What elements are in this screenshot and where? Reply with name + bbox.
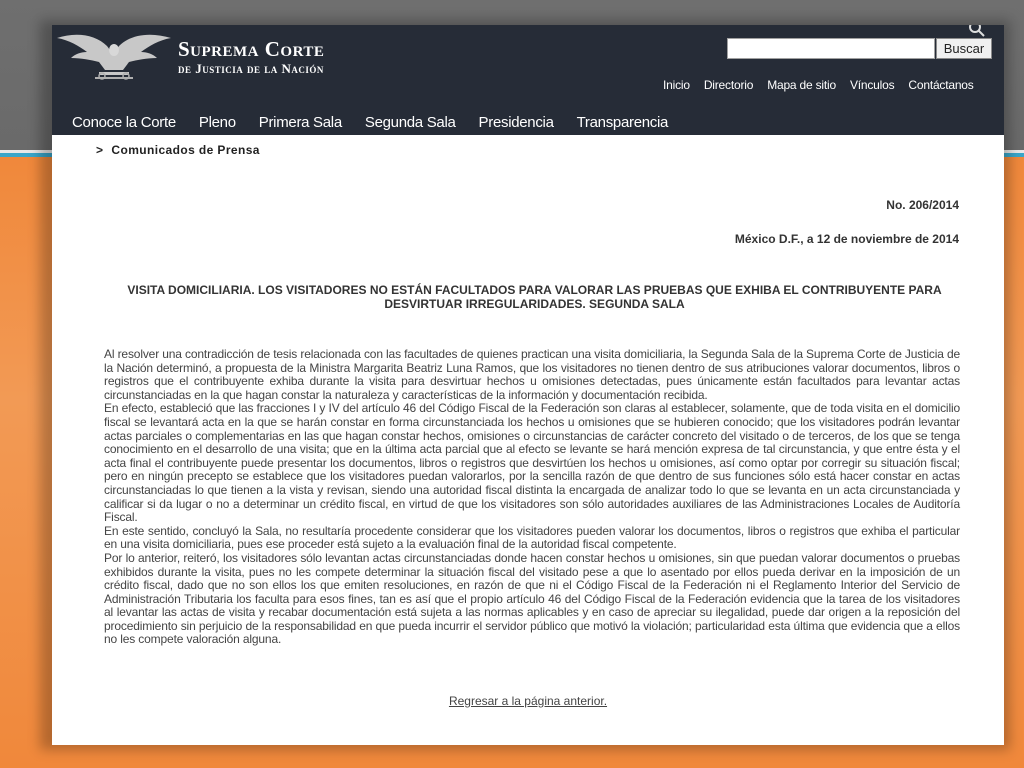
eagle-logo-icon[interactable] bbox=[55, 30, 173, 84]
breadcrumb-label[interactable]: Comunicados de Prensa bbox=[111, 143, 260, 157]
nav-conoce-la-corte[interactable]: Conoce la Corte bbox=[72, 114, 176, 131]
util-link-inicio[interactable]: Inicio bbox=[663, 78, 690, 92]
browser-page bbox=[52, 25, 1004, 745]
chevron-right-icon: > bbox=[96, 143, 104, 157]
back-link bbox=[52, 694, 1004, 708]
press-paragraph: En efecto, estableció que las fracciones I y IV del artículo 46 del Código Fiscal de la Federación son claras al establecer, solamente, que de toda visita en el domicilio fiscal se levantará acta en la que se harán constar en forma circunstanciada los hechos u omisiones que se hubieren conocido; que los visitadores podrán levantar actas parciales o complementarias en las que hagan constar hechos, omisiones o circunstancias de carácter concreto del visitado o de terceros, de los que se tenga conocimiento en el desarrollo de una visita; que en la última acta parcial que al efecto se levante se hará mención expresa de tal circunstancia, y que entre ésta y el acta final el contribuyente puede presentar los documentos, libros o registros que desvirtúen los hechos u omisiones, así como optar por corregir su situación fiscal; pero en ningún precepto se establece que los visitadores puedan valorarlos, por la sencilla razón de que dentro de sus funciones sólo está hacer constar en actas circunstanciadas lo que tienen a la vista y revisan, siendo una autoridad fiscal distinta la encargada de analizar todo lo que se levanta en un acta circunstanciada y calificar si da lugar o no a determinar un crédito fiscal, en virtud de que los visitadores son sólo autoridades auxiliares de las Administraciones Locales de Auditoría Fiscal. bbox=[104, 401, 960, 525]
press-title: VISITA DOMICILIARIA. LOS VISITADORES NO ESTÁN FACULTADOS PARA VALORAR LAS PRUEBAS QUE EXHIBA EL CONTRIBUYENTE PARA DESVIRTUAR IRREGULARIDADES. SEGUNDA SALA bbox=[127, 283, 942, 311]
breadcrumb bbox=[96, 143, 260, 157]
nav-presidencia[interactable]: Presidencia bbox=[478, 114, 554, 131]
util-link-vinculos[interactable]: Vínculos bbox=[849, 78, 895, 92]
main-nav bbox=[72, 114, 691, 131]
util-link-contactanos[interactable]: Contáctanos bbox=[908, 78, 974, 92]
nav-pleno[interactable]: Pleno bbox=[198, 114, 236, 131]
site-header bbox=[52, 25, 1004, 135]
press-paragraph: Por lo anterior, reiteró, los visitadores sólo levantan actas circunstanciadas donde hacen constar hechos u omisiones, sin que puedan valorar documentos o pruebas exhibidos durante la visita, pues no les compete determinar la situación fiscal del visitado pese a que lo asentado por ellos pueda derivar en la imposición de un crédito fiscal, dado que no son ellos los que emiten resoluciones, en razón de que ni el Código Fiscal de la Federación ni el Reglamento Interior del Servicio de Administración Tributaria los faculta para esos fines, tan es así que el propio artículo 46 del Código Fiscal de la Federación evidencia que la tarea de los visitadores al levantar las actas de visita y recabar documentación está sujeta a las normas aplicables y en caso de apreciar su ilegalidad, puede dar origen a la reposición del procedimiento sin perjuicio de la responsabilidad en que pueda incurrir el servidor público que motivó la violación; particularidad esta última que evidencia que a ellos no les compete valoración alguna. bbox=[104, 550, 960, 647]
search-button[interactable]: Buscar bbox=[936, 38, 992, 59]
utility-nav bbox=[663, 78, 988, 92]
magnifier-icon bbox=[966, 25, 988, 37]
press-paragraph: En este sentido, concluyó la Sala, no resultaría procedente considerar que los visitadores pueden valorar los documentos, libros o registros que exhiba el particular en una visita domiciliaria, pues ese proceder está sujeto a la evaluación final de la autoridad fiscal competente. bbox=[104, 523, 960, 552]
back-link-text[interactable]: Regresar a la página anterior. bbox=[448, 694, 608, 708]
press-body bbox=[104, 348, 960, 647]
search-input[interactable] bbox=[727, 38, 935, 59]
brand-subtitle[interactable]: de Justicia de la Nación bbox=[178, 61, 324, 76]
press-number: No. 206/2014 bbox=[886, 198, 959, 212]
nav-transparencia[interactable]: Transparencia bbox=[576, 114, 669, 131]
nav-segunda-sala[interactable]: Segunda Sala bbox=[364, 114, 456, 131]
brand-name[interactable]: Suprema Corte bbox=[178, 37, 325, 61]
press-paragraph: Al resolver una contradicción de tesis relacionada con las facultades de quienes practican una visita domiciliaria, la Segunda Sala de la Suprema Corte de Justicia de la Nación determinó, a propuesta de la Ministra Margarita Beatriz Luna Ramos, que los visitadores no tienen dentro de sus atribuciones valorar documentos, libros o registros que el contribuyente exhiba durante la visita para desvirtuar hechos u omisiones detectadas, pues únicamente están facultados para levantar actas circunstanciadas en la que hagan constar la naturaleza y características de la información y documentación recibida. bbox=[104, 347, 960, 402]
util-link-directorio[interactable]: Directorio bbox=[703, 78, 754, 92]
nav-primera-sala[interactable]: Primera Sala bbox=[258, 114, 342, 131]
util-link-mapa-de-sitio[interactable]: Mapa de sitio bbox=[767, 78, 836, 92]
press-date: México D.F., a 12 de noviembre de 2014 bbox=[734, 232, 959, 246]
